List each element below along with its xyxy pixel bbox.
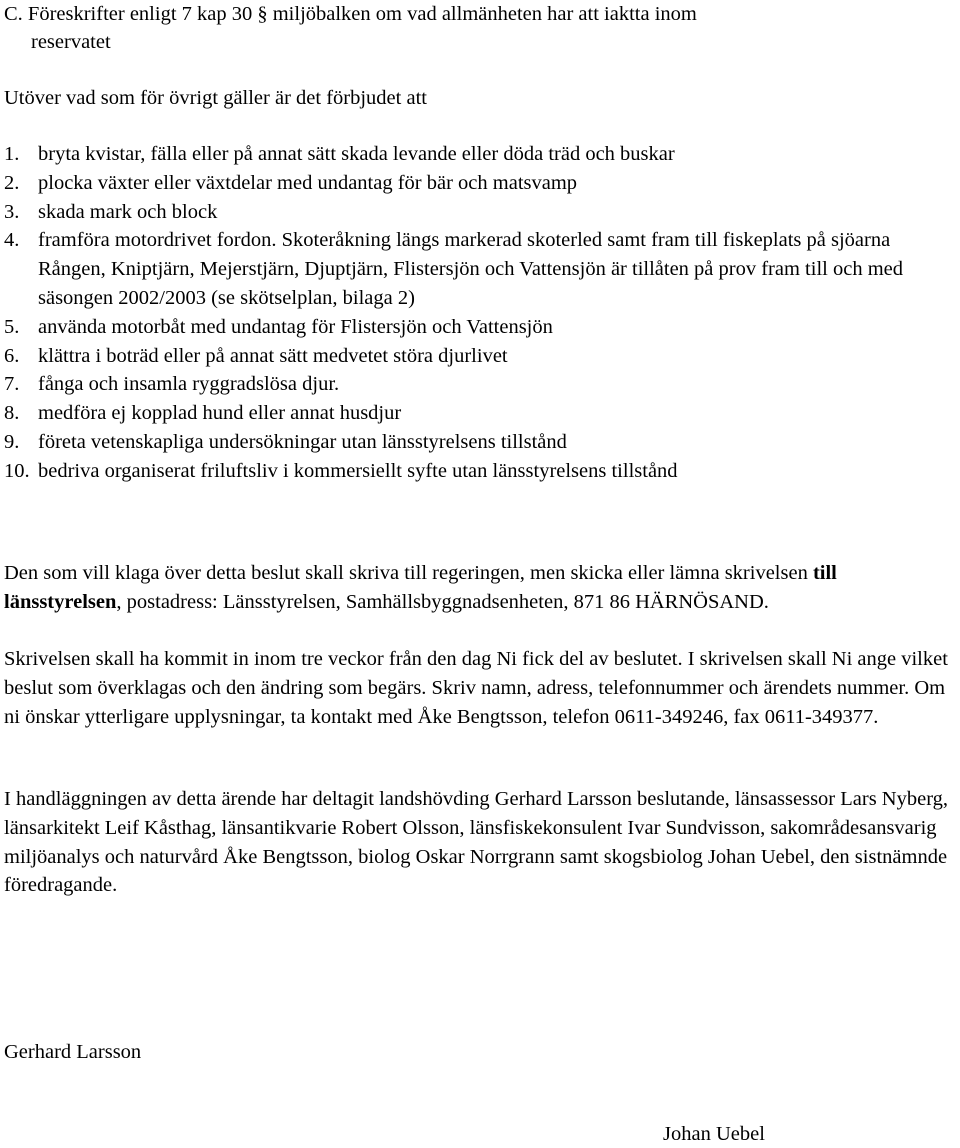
list-number: 3.: [4, 200, 20, 223]
participants-paragraph: I handläggningen av detta ärende har deltagit landshövding Gerhard Larsson beslutande, länsassessor Lars Nyberg, länsarkitekt Leif Kåsthag, länsantikvarie Robert Olsson, länsfiskekonsulent Ivar Sundvisson, sakområdesansvarig miljöanalys och naturvård Åke Bengtsson, biolog Oskar Norrgrann samt skogsbiolog Johan Uebel, den sistnämnde föredragande.: [4, 788, 949, 897]
list-text: medföra ej kopplad hund eller annat husdjur: [38, 402, 402, 425]
list-text: använda motorbåt med undantag för Flistersjön och Vattensjön: [38, 315, 553, 338]
appeal-text-after: , postadress: Länsstyrelsen, Samhällsbyggnadsenheten, 871 86 HÄRNÖSAND.: [116, 590, 769, 613]
list-number: 9.: [4, 430, 20, 453]
intro-text: Utöver vad som för övrigt gäller är det förbjudet att: [4, 87, 427, 109]
list-number: 8.: [4, 402, 20, 425]
list-text: plocka växter eller växtdelar med undantag för bär och matsvamp: [38, 171, 578, 194]
list-number: 6.: [4, 344, 20, 367]
list-item: [4, 313, 960, 342]
signature-first: Gerhard Larsson: [4, 1041, 142, 1063]
list-item: [4, 342, 960, 371]
list-item: [4, 198, 960, 227]
list-item: [4, 428, 960, 457]
list-item: [4, 457, 960, 486]
signature-second: Johan Uebel: [663, 1123, 765, 1145]
heading-line-2: reservatet: [31, 31, 111, 53]
appeal-paragraph: [4, 559, 958, 617]
list-text: framföra motordrivet fordon. Skoteråkning längs markerad skoterled samt fram till fiskeplats på sjöarna Rången, Kniptjärn, Mejerstjärn, Djuptjärn, Flistersjön och Vattensjön är tillåten på prov fram till och med säsongen 2002/2003 (se skötselplan, bilaga 2): [38, 229, 903, 309]
appeal-text-before: Den som vill klaga över detta beslut skall skriva till regeringen, men skicka eller lämna skrivelsen: [4, 562, 813, 584]
list-number: 1.: [4, 143, 20, 165]
list-text: fånga och insamla ryggradslösa djur.: [38, 373, 340, 396]
list-item: [4, 140, 960, 169]
list-number: 5.: [4, 315, 20, 338]
list-text: klättra i boträd eller på annat sätt medvetet störa djurlivet: [38, 344, 508, 367]
instructions-paragraph: Skrivelsen skall ha kommit in inom tre veckor från den dag Ni fick del av beslutet. I skrivelsen skall Ni ange vilket beslut som överklagas och den ändring som begärs. Skriv namn, adress, telefonnummer och ärendets nummer. Om ni önskar ytterligare upplysningar, ta kontakt med Åke Bengtsson, telefon 0611-349246, fax 0611-349377.: [4, 648, 948, 728]
list-text: bryta kvistar, fälla eller på annat sätt skada levande eller döda träd och buskar: [38, 143, 675, 165]
list-item: [4, 370, 960, 399]
heading-line-1: C. Föreskrifter enligt 7 kap 30 § miljöbalken om vad allmänheten har att iaktta inom: [4, 3, 697, 25]
list-text: skada mark och block: [38, 200, 218, 223]
list-text: företa vetenskapliga undersökningar utan länsstyrelsens tillstånd: [38, 430, 567, 453]
list-item: [4, 226, 960, 312]
list-item: [4, 169, 960, 198]
list-number: 4.: [4, 229, 20, 252]
section-heading: [4, 0, 904, 56]
rules-list: [4, 140, 960, 486]
list-number: 2.: [4, 171, 20, 194]
list-number: 7.: [4, 373, 20, 396]
list-text: bedriva organiserat friluftsliv i kommersiellt syfte utan länsstyrelsens tillstånd: [38, 459, 678, 482]
list-number: 10.: [4, 459, 30, 482]
appeal-bold-recipient: till länsstyrelsen: [4, 562, 837, 613]
list-item: [4, 399, 960, 428]
